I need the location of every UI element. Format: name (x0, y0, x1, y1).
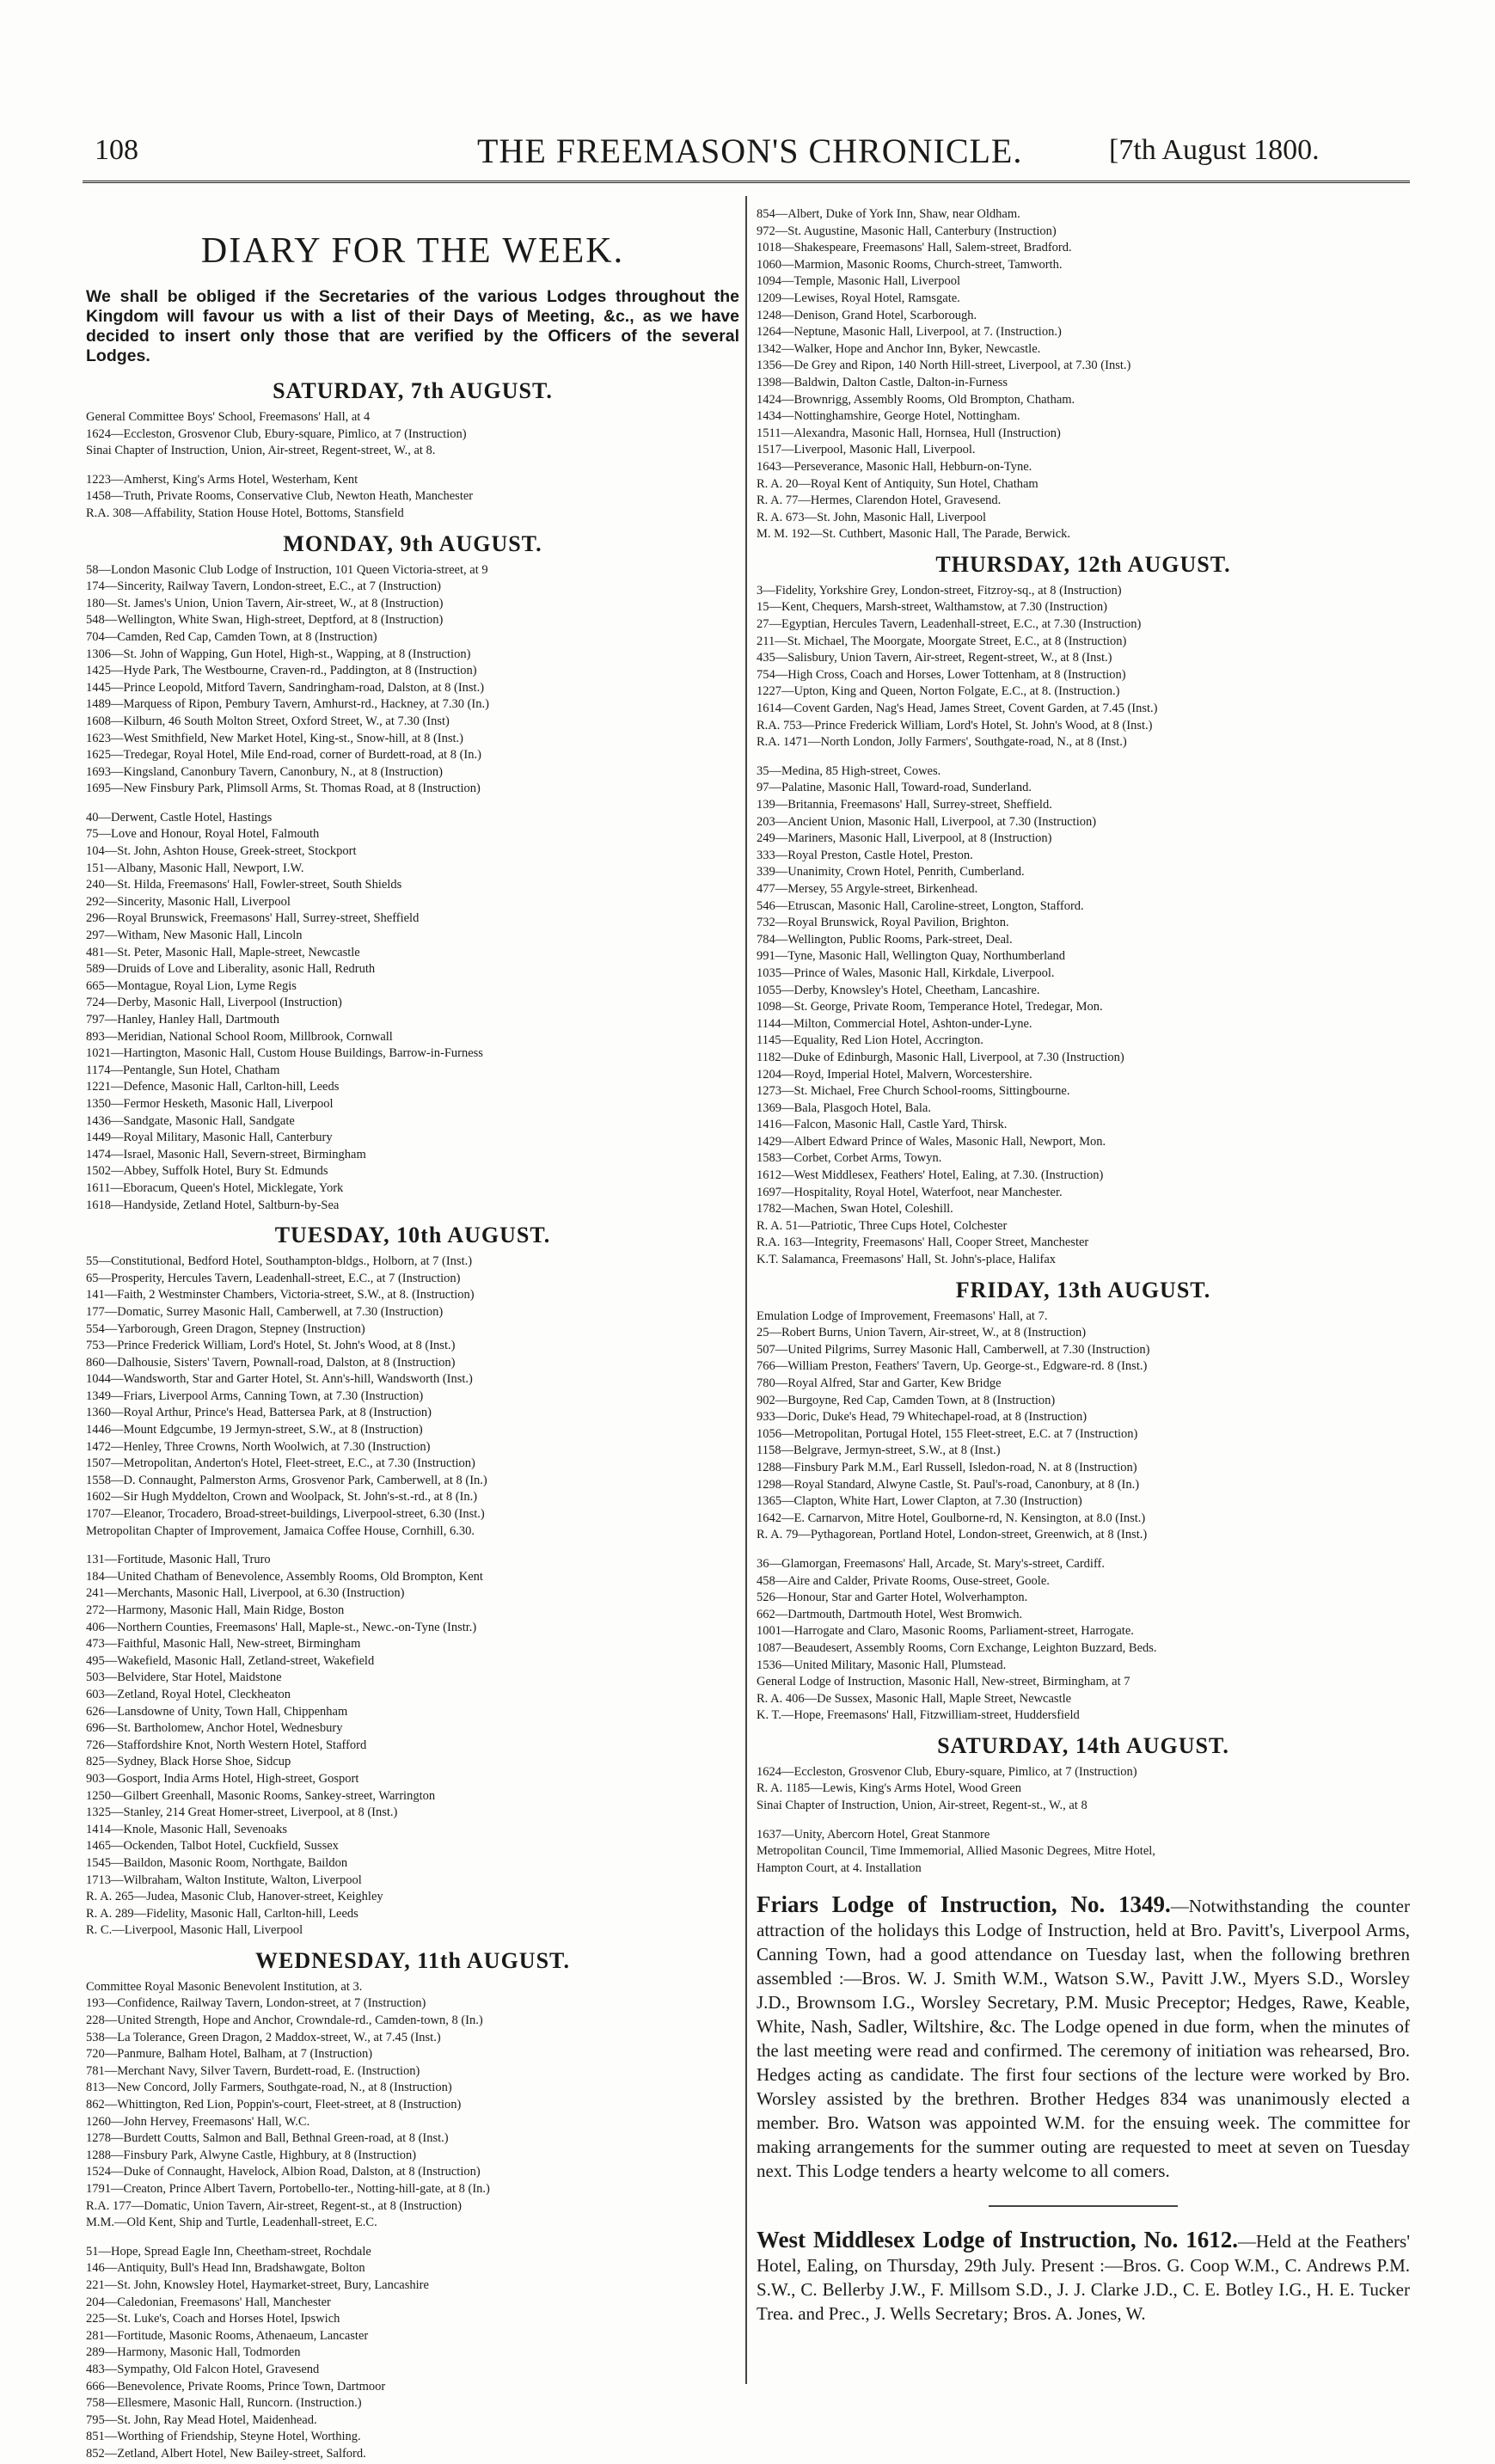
article-title: West Middlesex Lodge of Instruction, No. 1612. (757, 2227, 1239, 2253)
entry-list (86, 562, 739, 798)
lodge-entry: 724—Derby, Masonic Hall, Liverpool (Instruction) (86, 996, 342, 1010)
lodge-entry: 589—Druids of Love and Liberality, asonic Hall, Redruth (86, 962, 376, 977)
lodge-entry: 1624—Eccleston, Grosvenor Club, Ebury-square, Pimlico, at 7 (Instruction) (757, 1764, 1137, 1779)
lodge-entry: 1056—Metropolitan, Portugal Hotel, 155 Fleet-street, E.C. at 7 (Instruction) (757, 1426, 1138, 1441)
lodge-entry: 225—St. Luke's, Coach and Horses Hotel, Ipswich (86, 2312, 340, 2326)
lodge-entry: 720—Panmure, Balham Hotel, Balham, at 7 (Instruction) (86, 2047, 373, 2062)
lodge-entry: 104—St. John, Ashton House, Greek-street, Stockport (86, 844, 357, 859)
lodge-entry: 526—Honour, Star and Garter Hotel, Wolverhampton. (757, 1591, 1028, 1605)
lodge-entry: 1342—Walker, Hope and Anchor Inn, Byker, Newcastle. (757, 341, 1041, 356)
lodge-entry: Committee Royal Masonic Benevolent Institution, at 3. (86, 1979, 363, 1994)
lodge-entry: 862—Whittington, Red Lion, Poppin's-court, Fleet-street, at 8 (Instruction) (86, 2098, 462, 2112)
lodge-entry: 852—Zetland, Albert Hotel, New Bailey-street, Salford. (86, 2446, 366, 2461)
lodge-entry: 1360—Royal Arthur, Prince's Head, Battersea Park, at 8 (Instruction) (86, 1406, 432, 1420)
lodge-entry: 991—Tyne, Masonic Hall, Wellington Quay, Northumberland (757, 949, 1066, 964)
lodge-entry: 3—Fidelity, Yorkshire Grey, London-street, Fitzroy-sq., at 8 (Instruction) (757, 583, 1122, 598)
lodge-entry: Metropolitan Chapter of Improvement, Jamaica Coffee House, Cornhill, 6.30. (86, 1523, 475, 1538)
lodge-entry: 146—Antiquity, Bull's Head Inn, Bradshawgate, Bolton (86, 2261, 365, 2276)
lodge-entry: R. A. 79—Pythagorean, Portland Hotel, London-street, Greenwich, at 8 (Inst.) (757, 1528, 1148, 1542)
lodge-entry: 1545—Baildon, Masonic Room, Northgate, Baildon (86, 1855, 348, 1870)
lodge-entry: 1642—E. Carnarvon, Mitre Hotel, Goulborne-rd, N. Kensington, at 8.0 (Inst.) (757, 1511, 1146, 1525)
lodge-entry: 1502—Abbey, Suffolk Hotel, Bury St. Edmunds (86, 1164, 328, 1179)
lodge-entry: 753—Prince Frederick William, Lord's Hotel, St. John's Wood, at 8 (Inst.) (86, 1339, 456, 1353)
lodge-entry: 1558—D. Connaught, Palmerston Arms, Grosvenor Park, Camberwell, at 8 (In.) (86, 1473, 487, 1487)
lodge-entry: 339—Unanimity, Crown Hotel, Penrith, Cumberland. (757, 865, 1025, 880)
day-heading: SATURDAY, 7th AUGUST. (273, 378, 553, 403)
group-gap (86, 460, 739, 472)
article-body: —Notwithstanding the counter attraction of the holidays this Lodge of Instruction, held at Bro. Pavitt's, Liverpool Arms, Canning Town, had a good attendance on Tuesday last, when the following brethren assembled :—Bros. W. J. Smith W.M., Watson S.W., Pavitt J.W., Myers S.D., Worsley J.D., Brownsom I.G., Worsley Secretary, P.M. Music Preceptor; Hedges, Rawe, Keable, White, Nash, Sadler, Wiltshire, &c. The Lodge opened in due form, when the minutes of the last meeting were read and confirmed. The ceremony of initiation was rehearsed, Bro. Hedges acting as candidate. The first four sections of the lecture were worked by Bro. Worsley assisted by the brethren. Brother Hedges 834 was unanimously elected a member. Bro. Watson was appointed W.M. for the ensuing week. The committee for making arrangements for the summer outing are requested to meet at seven on Tuesday next. This Lodge tenders a hearty welcome to all comers. (757, 1896, 1410, 2182)
article-paragraph (757, 2228, 1410, 2326)
lodge-entry: 1425—Hyde Park, The Westbourne, Craven-rd., Paddington, at 8 (Instruction) (86, 664, 477, 678)
lodge-entry: General Committee Boys' School, Freemasons' Hall, at 4 (86, 410, 371, 424)
lodge-entry: 503—Belvidere, Star Hotel, Maidstone (86, 1670, 282, 1685)
diary-title: DIARY FOR THE WEEK. (200, 231, 625, 271)
lodge-entry: 1350—Fermor Hesketh, Masonic Hall, Liverpool (86, 1096, 334, 1111)
lodge-entry: R.A. 753—Prince Frederick William, Lord's Hotel, St. John's Wood, at 8 (Inst.) (757, 718, 1153, 732)
entry-list (86, 1979, 739, 2232)
article-title: Friars Lodge of Instruction, No. 1349. (757, 1891, 1171, 1918)
lodge-entry: General Lodge of Instruction, Masonic Hall, New-street, Birmingham, at 7 (757, 1675, 1130, 1689)
entry-list (757, 583, 1410, 751)
days-left (86, 378, 739, 2463)
lodge-entry: 795—St. John, Ray Mead Hotel, Maidenhead. (86, 2412, 317, 2427)
lodge-entry: 732—Royal Brunswick, Royal Pavilion, Brighton. (757, 916, 1009, 930)
lodge-entry: 1278—Burdett Coutts, Salmon and Ball, Bethnal Green-road, at 8 (Inst.) (86, 2131, 449, 2146)
lodge-entry: 1445—Prince Leopold, Mitford Tavern, Sandringham-road, Dalston, at 8 (Inst.) (86, 680, 485, 695)
lodge-entry: 626—Lansdowne of Unity, Town Hall, Chippenham (86, 1704, 348, 1719)
left-column (86, 206, 739, 2463)
lodge-entry: 1021—Hartington, Masonic Hall, Custom House Buildings, Barrow-in-Furness (86, 1046, 483, 1061)
lodge-entry: 1298—Royal Standard, Alwyne Castle, St. Paul's-road, Canonbury, at 8 (In.) (757, 1477, 1140, 1492)
lodge-entry: 1695—New Finsbury Park, Plimsoll Arms, St. Thomas Road, at 8 (Instruction) (86, 781, 481, 796)
lodge-entry: 1248—Denison, Grand Hotel, Scarborough. (757, 308, 977, 322)
lodge-entry: 1145—Equality, Red Lion Hotel, Accrington. (757, 1033, 983, 1048)
lodge-entry: 1087—Beaudesert, Assembly Rooms, Corn Exchange, Leighton Buzzard, Beds. (757, 1640, 1157, 1655)
entry-list (757, 1309, 1410, 1544)
lodge-entry: 1223—Amherst, King's Arms Hotel, Westerham, Kent (86, 472, 358, 487)
day-heading: WEDNESDAY, 11th AUGUST. (255, 1947, 570, 1973)
entry-list (86, 2244, 739, 2463)
lodge-entry: 704—Camden, Red Cap, Camden Town, at 8 (Instruction) (86, 629, 377, 644)
entry-list (757, 763, 1410, 1269)
lodge-entry: 813—New Concord, Jolly Farmers, Southgate-road, N., at 8 (Instruction) (86, 2081, 452, 2095)
lodge-entry: 1446—Mount Edgcumbe, 19 Jermyn-street, S.W., at 8 (Instruction) (86, 1423, 423, 1437)
lodge-entry: 139—Britannia, Freemasons' Hall, Surrey-street, Sheffield. (757, 798, 1052, 812)
lodge-entry: 292—Sincerity, Masonic Hall, Liverpool (86, 894, 291, 909)
lodge-entry: 1536—United Military, Masonic Hall, Plumstead. (757, 1658, 1007, 1672)
lodge-entry: 333—Royal Preston, Castle Hotel, Preston. (757, 848, 973, 862)
lodge-entry: 97—Palatine, Masonic Hall, Toward-road, Sunderland. (757, 781, 1032, 795)
lodge-entry: 1449—Royal Military, Masonic Hall, Canterbury (86, 1131, 333, 1145)
lodge-entry: 1611—Eboracum, Queen's Hotel, Micklegate, York (86, 1180, 344, 1195)
lodge-entry: 458—Aire and Calder, Private Rooms, Ouse-street, Goole. (757, 1573, 1050, 1588)
articles (757, 1892, 1410, 2326)
lodge-entry: 1511—Alexandra, Masonic Hall, Hornsea, Hull (Instruction) (757, 426, 1061, 440)
lodge-entry: 662—Dartmouth, Dartmouth Hotel, West Bromwich. (757, 1607, 1023, 1621)
day-heading: MONDAY, 9th AUGUST. (283, 530, 542, 556)
lodge-entry: 1618—Handyside, Zetland Hotel, Saltburn-by-Sea (86, 1198, 340, 1212)
lodge-entry: 184—United Chatham of Benevolence, Assembly Rooms, Old Brompton, Kent (86, 1569, 483, 1584)
lodge-entry: 1489—Marquess of Ripon, Pembury Tavern, Amhurst-rd., Hackney, at 7.30 (In.) (86, 697, 489, 712)
lodge-entry: 1098—St. George, Private Room, Temperance Hotel, Tredegar, Mon. (757, 1000, 1103, 1014)
lodge-entry: 406—Northern Counties, Freemasons' Hall, Maple-st., Newc.-on-Tyne (Instr.) (86, 1620, 477, 1634)
lodge-entry: 1707—Eleanor, Trocadero, Broad-street-buildings, Liverpool-street, 6.30 (Inst.) (86, 1507, 485, 1522)
lodge-entry: 1625—Tredegar, Royal Hotel, Mile End-road, corner of Burdett-road, at 8 (In.) (86, 748, 481, 763)
lodge-entry: 296—Royal Brunswick, Freemasons' Hall, Surrey-street, Sheffield (86, 911, 420, 926)
lodge-entry: 1517—Liverpool, Masonic Hall, Liverpool. (757, 443, 976, 457)
lodge-entry: 1507—Metropolitan, Anderton's Hotel, Fleet-street, E.C., at 7.30 (Instruction) (86, 1456, 475, 1471)
lodge-entry: 1365—Clapton, White Hart, Lower Clapton, at 7.30 (Instruction) (757, 1494, 1082, 1509)
lodge-entry: 1369—Bala, Plasgoch Hotel, Bala. (757, 1100, 931, 1115)
lodge-entry: 1094—Temple, Masonic Hall, Liverpool (757, 274, 960, 289)
lodge-entry: 35—Medina, 85 High-street, Cowes. (757, 763, 941, 778)
lodge-entry: 726—Staffordshire Knot, North Western Hotel, Stafford (86, 1738, 367, 1752)
lodge-entry: 180—St. James's Union, Union Tavern, Air-street, W., at 8 (Instruction) (86, 596, 444, 610)
article-rule (989, 2205, 1178, 2207)
lodge-entry: 780—Royal Alfred, Star and Garter, Kew Bridge (757, 1376, 1002, 1390)
lodge-entry: 1356—De Grey and Ripon, 140 North Hill-street, Liverpool, at 7.30 (Inst.) (757, 359, 1131, 373)
lodge-entry: 1264—Neptune, Masonic Hall, Liverpool, at 7. (Instruction.) (757, 325, 1062, 340)
right-column (757, 206, 1410, 2326)
journal-title: THE FREEMASON'S CHRONICLE. (477, 132, 1023, 170)
lodge-entry: R.A. 177—Domatic, Union Tavern, Air-street, Regent-st., at 8 (Instruction) (86, 2198, 462, 2213)
lodge-entry: 538—La Tolerance, Green Dragon, 2 Maddox-street, W., at 7.45 (Inst.) (86, 2030, 441, 2044)
lodge-entry: 1398—Baldwin, Dalton Castle, Dalton-in-Furness (757, 375, 1008, 389)
lodge-entry: Metropolitan Council, Time Immemorial, Allied Masonic Degrees, Mitre Hotel, (757, 1844, 1155, 1859)
lodge-entry: 1288—Finsbury Park, Alwyne Castle, Highbury, at 8 (Instruction) (86, 2148, 417, 2162)
lodge-entry: Hampton Court, at 4. Installation (757, 1860, 922, 1875)
lodge-entry: 204—Caledonian, Freemasons' Hall, Manchester (86, 2295, 331, 2309)
lodge-entry: 177—Domatic, Surrey Masonic Hall, Camberwell, at 7.30 (Instruction) (86, 1304, 444, 1319)
lodge-entry: 1414—Knole, Masonic Hall, Sevenoaks (86, 1822, 287, 1836)
lodge-entry: 1288—Finsbury Park M.M., Earl Russell, Isledon-road, N. at 8 (Instruction) (757, 1460, 1137, 1474)
lodge-entry: 1060—Marmion, Masonic Rooms, Church-street, Tamworth. (757, 257, 1063, 272)
lodge-entry: 1637—Unity, Abercorn Hotel, Great Stanmore (757, 1827, 990, 1842)
lodge-entry: 25—Robert Burns, Union Tavern, Air-street, W., at 8 (Instruction) (757, 1326, 1087, 1340)
lodge-entry: 1209—Lewises, Royal Hotel, Ramsgate. (757, 291, 960, 305)
lodge-entry: 972—St. Augustine, Masonic Hall, Canterbury (Instruction) (757, 224, 1057, 238)
lodge-entry: 546—Etruscan, Masonic Hall, Caroline-street, Longton, Stafford. (757, 898, 1084, 913)
entry-list (86, 409, 739, 460)
lodge-entry: 151—Albany, Masonic Hall, Newport, I.W. (86, 861, 304, 875)
lodge-entry: 1424—Brownrigg, Assembly Rooms, Old Brompton, Chatham. (757, 392, 1075, 407)
lodge-entry: 1614—Covent Garden, Nag's Head, James Street, Covent Garden, at 7.45 (Inst.) (757, 702, 1158, 716)
lodge-entry: 1782—Machen, Swan Hotel, Coleshill. (757, 1202, 953, 1217)
lodge-entry: 1204—Royd, Imperial Hotel, Malvern, Worcestershire. (757, 1067, 1032, 1082)
lodge-entry: 758—Ellesmere, Masonic Hall, Runcorn. (Instruction.) (86, 2396, 362, 2411)
lodge-entry: 15—Kent, Chequers, Marsh-street, Walthamstow, at 7.30 (Instruction) (757, 600, 1107, 615)
lodge-entry: 495—Wakefield, Masonic Hall, Zetland-street, Wakefield (86, 1653, 375, 1668)
lodge-entry: 483—Sympathy, Old Falcon Hotel, Gravesend (86, 2362, 320, 2376)
lodge-entry: 75—Love and Honour, Royal Hotel, Falmouth (86, 827, 320, 842)
lodge-entry: 1001—Harrogate and Claro, Masonic Rooms, Parliament-street, Harrogate. (757, 1624, 1134, 1639)
lodge-entry: 272—Harmony, Masonic Hall, Main Ridge, Boston (86, 1603, 345, 1617)
lodge-entry: 851—Worthing of Friendship, Steyne Hotel, Worthing. (86, 2430, 361, 2444)
lodge-entry: 1524—Duke of Connaught, Havelock, Albion Road, Dalston, at 8 (Instruction) (86, 2165, 481, 2179)
lodge-entry: 281—Fortitude, Masonic Rooms, Athenaeum, Lancaster (86, 2328, 369, 2343)
lodge-entry: R. A. 1185—Lewis, King's Arms Hotel, Wood Green (757, 1781, 1021, 1796)
lodge-entry: K. T.—Hope, Freemasons' Hall, Fitzwilliam-street, Huddersfield (757, 1708, 1080, 1723)
lodge-entry: 1713—Wilbraham, Walton Institute, Walton, Liverpool (86, 1873, 362, 1887)
lodge-entry: 249—Mariners, Masonic Hall, Liverpool, at 8 (Instruction) (757, 831, 1052, 846)
lodge-entry: 1693—Kingsland, Canonbury Tavern, Canonbury, N., at 8 (Instruction) (86, 764, 443, 779)
lodge-entry: 1434—Nottinghamshire, George Hotel, Nottingham. (757, 409, 1020, 424)
lodge-entry: 203—Ancient Union, Masonic Hall, Liverpool, at 7.30 (Instruction) (757, 814, 1097, 829)
lodge-entry: 1472—Henley, Three Crowns, North Woolwich, at 7.30 (Instruction) (86, 1439, 431, 1454)
lodge-entry: 1158—Belgrave, Jermyn-street, S.W., at 8 (Inst.) (757, 1443, 1001, 1458)
lodge-entry: 781—Merchant Navy, Silver Tavern, Burdett-road, E. (Instruction) (86, 2063, 420, 2078)
lodge-entry: 797—Hanley, Hanley Hall, Dartmouth (86, 1013, 279, 1027)
lodge-entry: 603—Zetland, Royal Hotel, Cleckheaton (86, 1687, 291, 1701)
lodge-entry: 1608—Kilburn, 46 South Molton Street, Oxford Street, W., at 7.30 (Inst) (86, 714, 450, 728)
lodge-entry: 435—Salisbury, Union Tavern, Air-street, Regent-street, W., at 8 (Inst.) (757, 651, 1112, 665)
lodge-entry: 40—Derwent, Castle Hotel, Hastings (86, 810, 273, 824)
day-heading: FRIDAY, 13th AUGUST. (955, 1277, 1211, 1302)
lodge-entry: 1260—John Hervey, Freemasons' Hall, W.C. (86, 2114, 310, 2129)
lodge-entry: 854—Albert, Duke of York Inn, Shaw, near Oldham. (757, 207, 1020, 221)
article-body: —Held at the Feathers' Hotel, Ealing, on Thursday, 29th July. Present :—Bros. G. Coop W.M., C. Andrews P.M. S.W., C. Bellerby J.W., F. Millsom S.D., J. J. Clarke J.D., C. E. Botley I.G., H. E. Tucker Trea. and Prec., J. Wells Secretary; Bros. A. Jones, W. (757, 2231, 1410, 2325)
entry-list (757, 1827, 1410, 1878)
lodge-entry: M. M. 192—St. Cuthbert, Masonic Hall, The Parade, Berwick. (757, 527, 1070, 542)
entry-list (86, 1253, 739, 1540)
lodge-entry: 1697—Hospitality, Royal Hotel, Waterfoot, near Manchester. (757, 1185, 1063, 1199)
lodge-entry: R. A. 20—Royal Kent of Antiquity, Sun Hotel, Chatham (757, 476, 1039, 491)
lodge-entry: 228—United Strength, Hope and Anchor, Crowndale-rd., Camden-town, 8 (In.) (86, 2013, 483, 2028)
lodge-entry: 1325—Stanley, 214 Great Homer-street, Liverpool, at 8 (Inst.) (86, 1805, 398, 1820)
days-right (757, 552, 1410, 1878)
wednesday-continued (757, 206, 1410, 543)
lodge-entry: R. A. 265—Judea, Masonic Club, Hanover-street, Keighley (86, 1890, 383, 1904)
lodge-entry: Emulation Lodge of Improvement, Freemasons' Hall, at 7. (757, 1309, 1048, 1323)
lodge-entry: 65—Prosperity, Hercules Tavern, Leadenhall-street, E.C., at 7 (Instruction) (86, 1271, 461, 1285)
lodge-entry: 27—Egyptian, Hercules Tavern, Leadenhall-street, E.C., at 7.30 (Instruction) (757, 617, 1142, 632)
lodge-entry: 893—Meridian, National School Room, Millbrook, Cornwall (86, 1029, 393, 1044)
lodge-entry: R.A. 163—Integrity, Freemasons' Hall, Cooper Street, Manchester (757, 1235, 1089, 1250)
lodge-entry: 1182—Duke of Edinburgh, Masonic Hall, Liverpool, at 7.30 (Instruction) (757, 1050, 1124, 1064)
lodge-entry: R. A. 673—St. John, Masonic Hall, Liverpool (757, 510, 987, 524)
day-heading: TUESDAY, 10th AUGUST. (274, 1223, 551, 1248)
lodge-entry: 548—Wellington, White Swan, High-street, Deptford, at 8 (Instruction) (86, 613, 444, 628)
lodge-entry: 696—St. Bartholomew, Anchor Hotel, Wednesbury (86, 1721, 343, 1736)
lodge-entry: R. C.—Liverpool, Masonic Hall, Liverpool (86, 1923, 303, 1938)
day-heading: THURSDAY, 12th AUGUST. (935, 551, 1231, 577)
lodge-entry: 1055—Derby, Knowsley's Hotel, Cheetham, Lancashire. (757, 983, 1040, 997)
group-gap (86, 798, 739, 810)
lodge-entry: 1306—St. John of Wapping, Gun Hotel, High-st., Wapping, at 8 (Instruction) (86, 647, 471, 661)
lodge-entry: K.T. Salamanca, Freemasons' Hall, St. John's-place, Halifax (757, 1253, 1057, 1267)
lodge-entry: 473—Faithful, Masonic Hall, New-street, Birmingham (86, 1637, 361, 1652)
lodge-entry: 1623—West Smithfield, New Market Hotel, King-st., Snow-hill, at 8 (Inst.) (86, 731, 464, 745)
lodge-entry: 1144—Milton, Commercial Hotel, Ashton-under-Lyne. (757, 1016, 1032, 1031)
lodge-entry: 211—St. Michael, The Moorgate, Moorgate Street, E.C., at 8 (Instruction) (757, 634, 1127, 648)
lodge-entry: 754—High Cross, Coach and Horses, Lower Tottenham, at 8 (Instruction) (757, 667, 1126, 682)
lodge-entry: 825—Sydney, Black Horse Shoe, Sidcup (86, 1755, 291, 1769)
lodge-entry: 784—Wellington, Public Rooms, Park-street, Deal. (757, 932, 1013, 947)
lodge-entry: 240—St. Hilda, Freemasons' Hall, Fowler-street, South Shields (86, 878, 402, 892)
lodge-entry: R.A. 308—Affability, Station House Hotel, Bottoms, Stansfield (86, 506, 404, 520)
lodge-entry: 1349—Friars, Liverpool Arms, Canning Town, at 7.30 (Instruction) (86, 1388, 424, 1403)
lodge-entry: 1221—Defence, Masonic Hall, Carlton-hill, Leeds (86, 1080, 340, 1094)
lodge-entry: R. A. 51—Patriotic, Three Cups Hotel, Colchester (757, 1218, 1008, 1233)
lodge-entry: 221—St. John, Knowsley Hotel, Haymarket-street, Bury, Lancashire (86, 2277, 429, 2292)
lodge-entry: 241—Merchants, Masonic Hall, Liverpool, at 6.30 (Instruction) (86, 1586, 405, 1601)
lodge-entry: 481—St. Peter, Masonic Hall, Maple-street, Newcastle (86, 945, 360, 959)
entry-list (86, 472, 739, 523)
lodge-entry: 766—William Preston, Feathers' Tavern, Up. George-st., Edgware-rd. 8 (Inst.) (757, 1359, 1148, 1374)
group-gap (757, 1815, 1410, 1827)
lodge-entry: Sinai Chapter of Instruction, Union, Air-street, Regent-st., W., at 8 (757, 1799, 1088, 1813)
lodge-entry: 903—Gosport, India Arms Hotel, High-street, Gosport (86, 1771, 359, 1786)
lodge-entry: 1436—Sandgate, Masonic Hall, Sandgate (86, 1113, 295, 1128)
lodge-entry: 1250—Gilbert Greenhall, Masonic Rooms, Sankey-street, Warrington (86, 1788, 436, 1803)
lodge-entry: 1018—Shakespeare, Freemasons' Hall, Salem-street, Bradford. (757, 241, 1072, 255)
lodge-entry: 131—Fortitude, Masonic Hall, Truro (86, 1553, 271, 1567)
lodge-entry: 174—Sincerity, Railway Tavern, London-street, E.C., at 7 (Instruction) (86, 579, 441, 594)
entry-list (86, 810, 739, 1214)
article-paragraph (757, 1892, 1410, 2183)
lodge-entry: 1273—St. Michael, Free Church School-rooms, Sittingbourne. (757, 1084, 1070, 1099)
lodge-entry: R. A. 77—Hermes, Clarendon Hotel, Gravesend. (757, 493, 1002, 508)
lodge-entry: 1624—Eccleston, Grosvenor Club, Ebury-square, Pimlico, at 7 (Instruction) (86, 426, 467, 441)
group-gap (86, 2232, 739, 2244)
lodge-entry: 51—Hope, Spread Eagle Inn, Cheetham-street, Rochdale (86, 2244, 371, 2259)
issue-date: [7th August 1800. (1109, 134, 1320, 166)
group-gap (757, 751, 1410, 763)
lodge-entry: 141—Faith, 2 Westminster Chambers, Victoria-street, S.W., at 8. (Instruction) (86, 1288, 475, 1302)
lodge-entry: 554—Yarborough, Green Dragon, Stepney (Instruction) (86, 1321, 365, 1336)
lodge-entry: 36—Glamorgan, Freemasons' Hall, Arcade, St. Mary's-street, Cardiff. (757, 1556, 1105, 1571)
lodge-entry: Sinai Chapter of Instruction, Union, Air-street, Regent-street, W., at 8. (86, 444, 436, 458)
lodge-entry: 477—Mersey, 55 Argyle-street, Birkenhead. (757, 881, 978, 896)
lodge-entry: 507—United Pilgrims, Surrey Masonic Hall, Camberwell, at 7.30 (Instruction) (757, 1342, 1150, 1357)
lodge-entry: 665—Montague, Royal Lion, Lyme Regis (86, 978, 297, 993)
group-gap (86, 1540, 739, 1552)
group-gap (757, 1544, 1410, 1556)
lodge-entry: 666—Benevolence, Private Rooms, Prince Town, Dartmoor (86, 2379, 386, 2394)
lodge-entry: 55—Constitutional, Bedford Hotel, Southampton-bldgs., Holborn, at 7 (Inst.) (86, 1254, 473, 1269)
entry-list (757, 1764, 1410, 1815)
column-divider (745, 196, 747, 2384)
day-heading: SATURDAY, 14th AUGUST. (937, 1732, 1229, 1758)
lodge-entry: 193—Confidence, Railway Tavern, London-street, at 7 (Instruction) (86, 1996, 426, 2011)
page-number: 108 (95, 134, 138, 166)
lodge-entry: 860—Dalhousie, Sisters' Tavern, Pownall-road, Dalston, at 8 (Instruction) (86, 1355, 456, 1370)
entry-list (86, 1552, 739, 1940)
lodge-entry: 289—Harmony, Masonic Hall, Todmorden (86, 2345, 301, 2360)
lodge-entry: 58—London Masonic Club Lodge of Instruction, 101 Queen Victoria-street, at 9 (86, 562, 488, 577)
lodge-entry: R.A. 1471—North London, Jolly Farmers', Southgate-road, N., at 8 (Inst.) (757, 735, 1127, 750)
lodge-entry: 1174—Pentangle, Sun Hotel, Chatham (86, 1063, 280, 1077)
lodge-entry: 1416—Falcon, Masonic Hall, Castle Yard, Thirsk. (757, 1118, 1008, 1132)
lodge-entry: 297—Witham, New Masonic Hall, Lincoln (86, 929, 303, 943)
lodge-entry: 1474—Israel, Masonic Hall, Severn-street, Birmingham (86, 1147, 366, 1162)
entry-list (757, 1556, 1410, 1725)
lodge-entry: R. A. 289—Fidelity, Masonic Hall, Carlton-hill, Leeds (86, 1906, 358, 1921)
lodge-entry: 1429—Albert Edward Prince of Wales, Masonic Hall, Newport, Mon. (757, 1134, 1106, 1149)
lodge-entry: 1458—Truth, Private Rooms, Conservative Club, Newton Heath, Manchester (86, 489, 474, 504)
lodge-entry: 1612—West Middlesex, Feathers' Hotel, Ealing, at 7.30. (Instruction) (757, 1168, 1104, 1183)
lodge-entry: M.M.—Old Kent, Ship and Turtle, Leadenhall-street, E.C. (86, 2216, 377, 2230)
lodge-entry: 1044—Wandsworth, Star and Garter Hotel, St. Ann's-hill, Wandsworth (Inst.) (86, 1372, 473, 1387)
diary-intro: We shall be obliged if the Secretaries of the various Lodges throughout the Kingdom will favour us with a list of their Days of Meeting, &c., as we have decided to insert only those that are verified by the Officers of the several Lodges. (86, 287, 739, 365)
lodge-entry: 933—Doric, Duke's Head, 79 Whitechapel-road, at 8 (Instruction) (757, 1410, 1088, 1425)
lodge-entry: 1465—Ockenden, Talbot Hotel, Cuckfield, Sussex (86, 1839, 339, 1854)
lodge-entry: 1035—Prince of Wales, Masonic Hall, Kirkdale, Liverpool. (757, 965, 1055, 980)
lodge-entry: 1227—Upton, King and Queen, Norton Folgate, E.C., at 8. (Instruction.) (757, 684, 1120, 699)
lodge-entry: 902—Burgoyne, Red Cap, Camden Town, at 8 (Instruction) (757, 1393, 1056, 1407)
lodge-entry: R. A. 406—De Sussex, Masonic Hall, Maple Street, Newcastle (757, 1691, 1072, 1706)
lodge-entry: 1583—Corbet, Corbet Arms, Towyn. (757, 1151, 942, 1166)
lodge-entry: 1602—Sir Hugh Myddelton, Crown and Woolpack, St. John's-st.-rd., at 8 (In.) (86, 1490, 478, 1505)
lodge-entry: 1643—Perseverance, Masonic Hall, Hebburn-on-Tyne. (757, 459, 1032, 474)
lodge-entry: 1791—Creaton, Prince Albert Tavern, Portobello-ter., Notting-hill-gate, at 8 (In.) (86, 2182, 490, 2196)
